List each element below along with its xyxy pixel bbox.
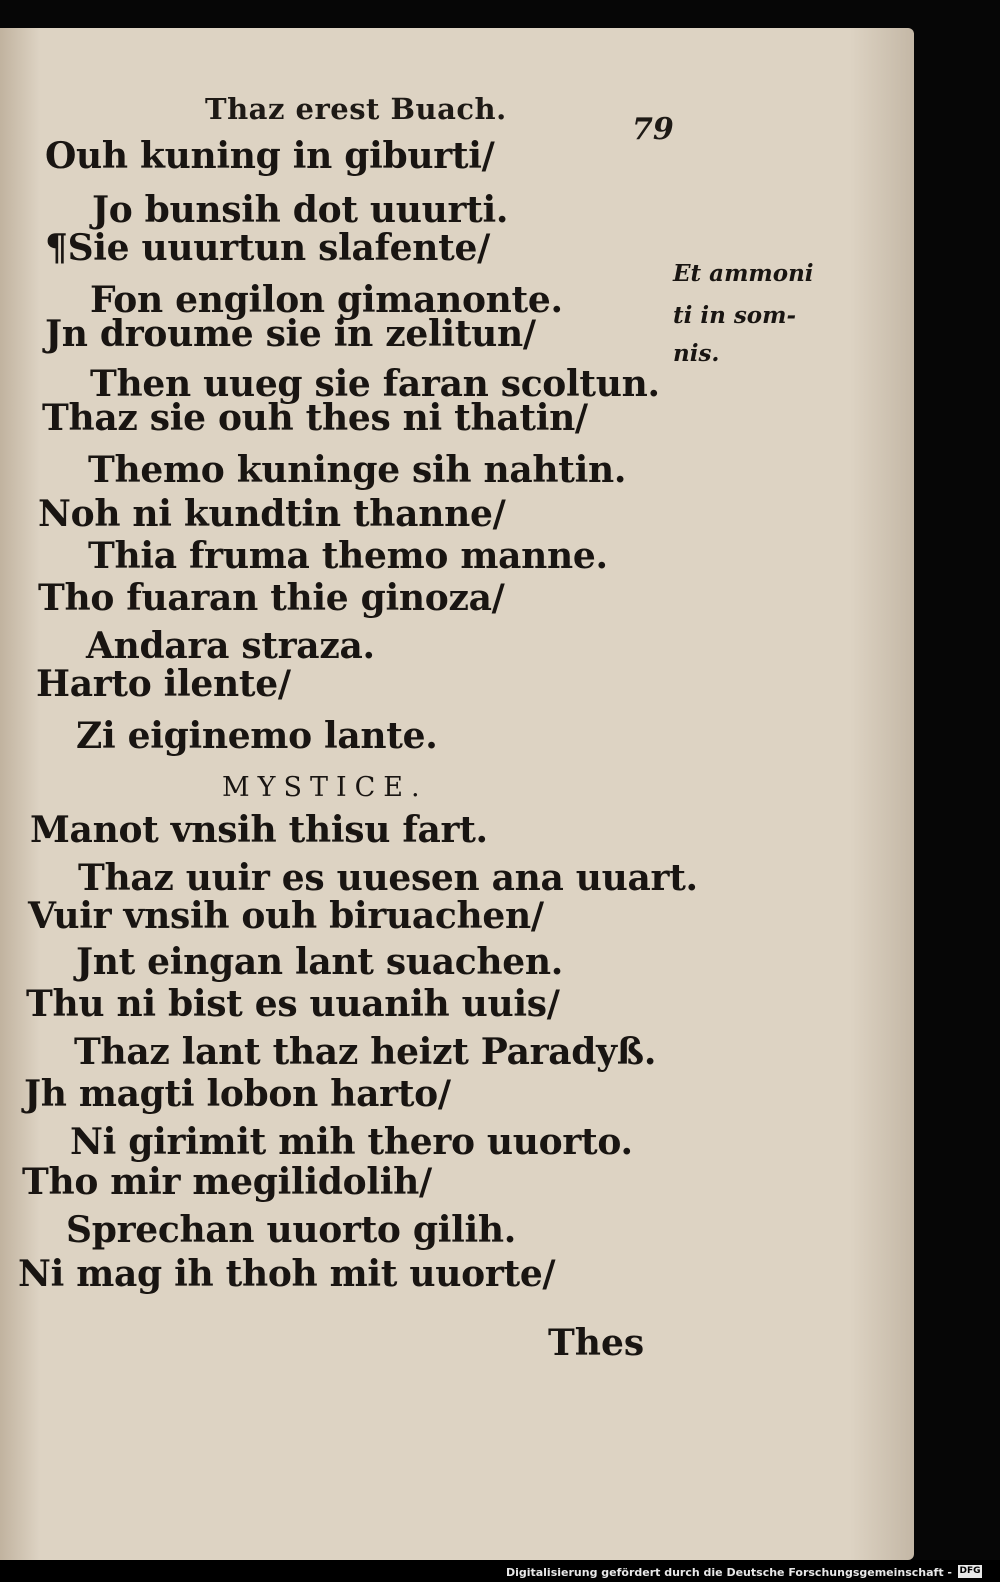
marginal-line: Et ammoni [673,260,814,287]
verse-line: ¶Sie uuurtun slafente/ [45,227,490,269]
verse-line: Noh ni kundtin thanne/ [38,493,506,535]
verse-line: Thu ni bist es uuanih uuis/ [26,983,560,1025]
verse-line: Jo bunsih dot uuurti. [92,189,509,231]
verse-line: Thaz sie ouh thes ni thatin/ [42,397,588,439]
verse-line: Ni girimit mih thero uuorto. [70,1121,633,1163]
funding-credit: Digitalisierung gefördert durch die Deutsche Forschungsgemeinschaft - [505,1566,952,1579]
verse-line: Manot vnsih thisu fart. [30,809,488,851]
verse-line: Jh magti lobon harto/ [24,1073,451,1115]
verse-line: Themo kuninge sih nahtin. [88,449,627,491]
verse-line: Jnt eingan lant suachen. [76,941,563,983]
verse-line: Zi eiginemo lante. [76,715,438,757]
verse-line: Tho mir megilidolih/ [22,1161,432,1203]
verse-line: Ouh kuning in giburti/ [45,135,495,177]
marginal-line: nis. [673,340,720,367]
verse-line: Fon engilon gimanonte. [90,279,563,321]
verse-line: Vuir vnsih ouh biruachen/ [28,895,544,937]
verse-line: Ni mag ih thoh mit uuorte/ [18,1253,556,1295]
verse-line: Tho fuaran thie ginoza/ [38,577,505,619]
verse-line: Harto ilente/ [36,663,291,705]
verse-line: Thia fruma themo manne. [88,535,608,577]
catchword: Thes [548,1322,645,1364]
verse-line: Sprechan uuorto gilih. [66,1209,516,1251]
section-heading: MYSTICE. [222,772,428,803]
verse-line: Andara straza. [86,625,375,667]
marginal-line: ti in som- [673,302,797,329]
page-number: 79 [632,112,674,147]
verse-line: Thaz lant thaz heizt Paradyß. [74,1031,657,1073]
verse-line: Thaz uuir es uuesen ana uuart. [78,857,698,899]
running-head: Thaz erest Buach. [205,92,507,126]
verse-line: Jn droume sie in zelitun/ [45,313,536,355]
verse-line: Then uueg sie faran scoltun. [90,363,660,405]
dfg-logo: DFG [959,1566,981,1576]
